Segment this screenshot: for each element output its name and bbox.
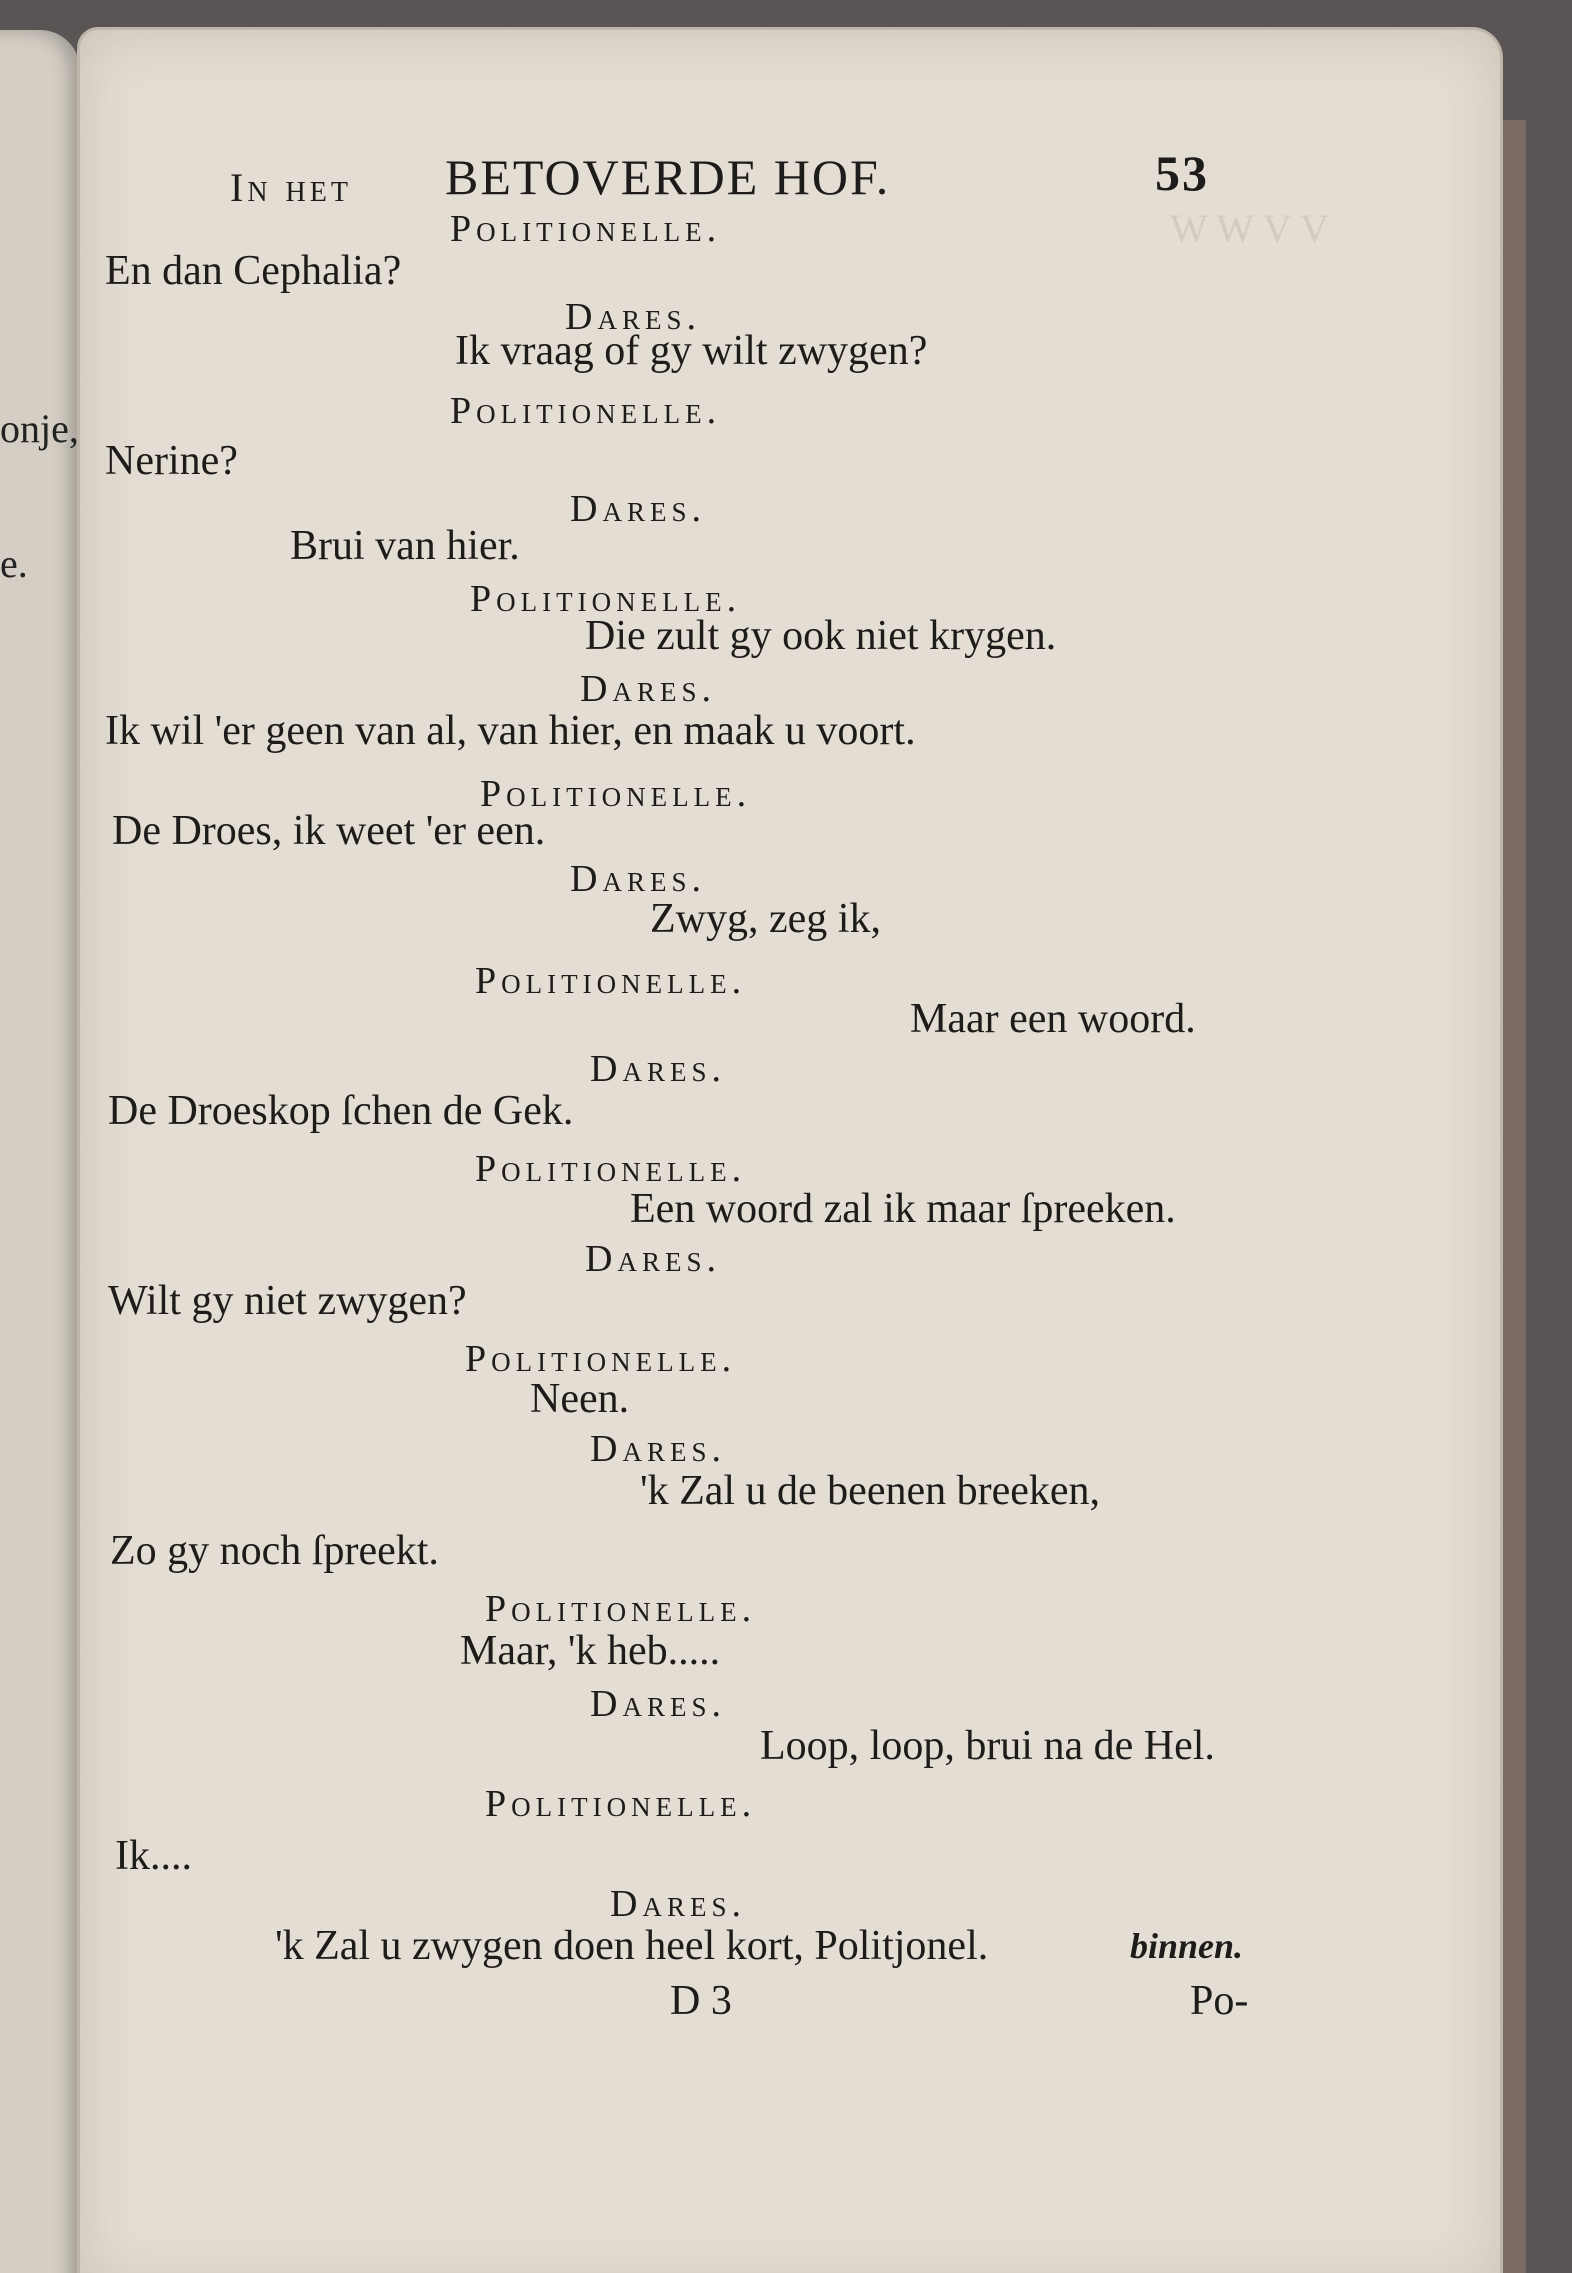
- verse-line: Maar, 'k heb.....: [460, 1628, 721, 1674]
- catchword: Po-: [1190, 1978, 1249, 2024]
- speaker: Dares.: [585, 1238, 721, 1280]
- speaker: Politionelle.: [450, 208, 722, 250]
- speaker: Dares.: [590, 1428, 726, 1470]
- verse-line: Brui van hier.: [290, 523, 520, 569]
- verse-line: En dan Cephalia?: [105, 248, 402, 294]
- running-head-prefix: In het: [230, 165, 352, 210]
- verse-line: Zo gy noch ſpreekt.: [110, 1528, 439, 1574]
- page-number: 53: [1155, 145, 1209, 201]
- verse-line: Neen.: [530, 1376, 630, 1422]
- speaker: Dares.: [570, 488, 706, 530]
- verse-line: Die zult gy ook niet krygen.: [585, 613, 1057, 659]
- speaker: Politionelle.: [470, 578, 742, 620]
- speaker: Politionelle.: [485, 1783, 757, 1825]
- verse-line: Ik wil 'er geen van al, van hier, en maak u voort.: [105, 708, 916, 754]
- speaker: Politionelle.: [475, 960, 747, 1002]
- verse-line: De Droes, ik weet 'er een.: [112, 808, 546, 854]
- speaker: Dares.: [590, 1048, 726, 1090]
- left-page-fragment: onje,: [0, 406, 79, 451]
- verse-line: Nerine?: [105, 438, 238, 484]
- verse-line: De Droeskop ſchen de Gek.: [108, 1088, 574, 1134]
- speaker: Dares.: [580, 668, 716, 710]
- speaker: Politionelle.: [450, 390, 722, 432]
- left-page-fragment: e.: [0, 541, 28, 586]
- speaker: Dares.: [590, 1683, 726, 1725]
- speaker: Dares.: [565, 296, 701, 338]
- book-page: W W V V In het BETOVERDE HOF. 53 Politionelle. En dan Cephalia? Dares. Ik vraag of gy wilt zwygen? Politionelle. Nerine? Dares. Brui van hier. Politionelle. Die zult gy ook niet krygen. Dares. Ik wil 'er geen van al, van hier, en maak u voort. Politionelle. De Droes, ik weet 'er een. Dares. Zwyg, zeg ik, Politionelle. Maar een woord. Dares. De Droeskop ſchen de Gek. Politionelle. Een woord zal ik maar ſpreeken. Dares. Wilt gy niet zwygen? Politionelle. Neen. Dares. 'k Zal u de beenen breeken, Zo gy noch ſpreekt. Politionelle. Maar, 'k heb..... Dares. Loop, loop, brui na de Hel. Politionelle. Ik.... Dares. 'k Zal u zwygen doen heel kort, Politjonel. binnen. D 3 Po-: [80, 30, 1500, 2273]
- running-head-title: BETOVERDE HOF.: [445, 149, 891, 205]
- speaker: Dares.: [570, 858, 706, 900]
- page-edge: [1500, 120, 1526, 2273]
- verse-line: 'k Zal u zwygen doen heel kort, Politjonel.: [275, 1923, 989, 1969]
- speaker: Politionelle.: [485, 1588, 757, 1630]
- verse-line: Wilt gy niet zwygen?: [108, 1278, 467, 1324]
- speaker: Dares.: [610, 1883, 746, 1925]
- left-page: [0, 30, 80, 2273]
- verse-line: Maar een woord.: [910, 996, 1196, 1042]
- speaker: Politionelle.: [465, 1338, 737, 1380]
- verse-line: Loop, loop, brui na de Hel.: [760, 1723, 1215, 1769]
- speaker: Politionelle.: [480, 773, 752, 815]
- signature-mark: D 3: [670, 1978, 732, 2024]
- verse-line: Zwyg, zeg ik,: [650, 896, 881, 942]
- verse-line: 'k Zal u de beenen breeken,: [640, 1468, 1101, 1514]
- stage-direction: binnen.: [1130, 1926, 1244, 1966]
- verse-line: Ik vraag of gy wilt zwygen?: [455, 328, 928, 374]
- verse-line: Ik....: [115, 1833, 192, 1879]
- verse-line: Een woord zal ik maar ſpreeken.: [630, 1186, 1176, 1232]
- speaker: Politionelle.: [475, 1148, 747, 1190]
